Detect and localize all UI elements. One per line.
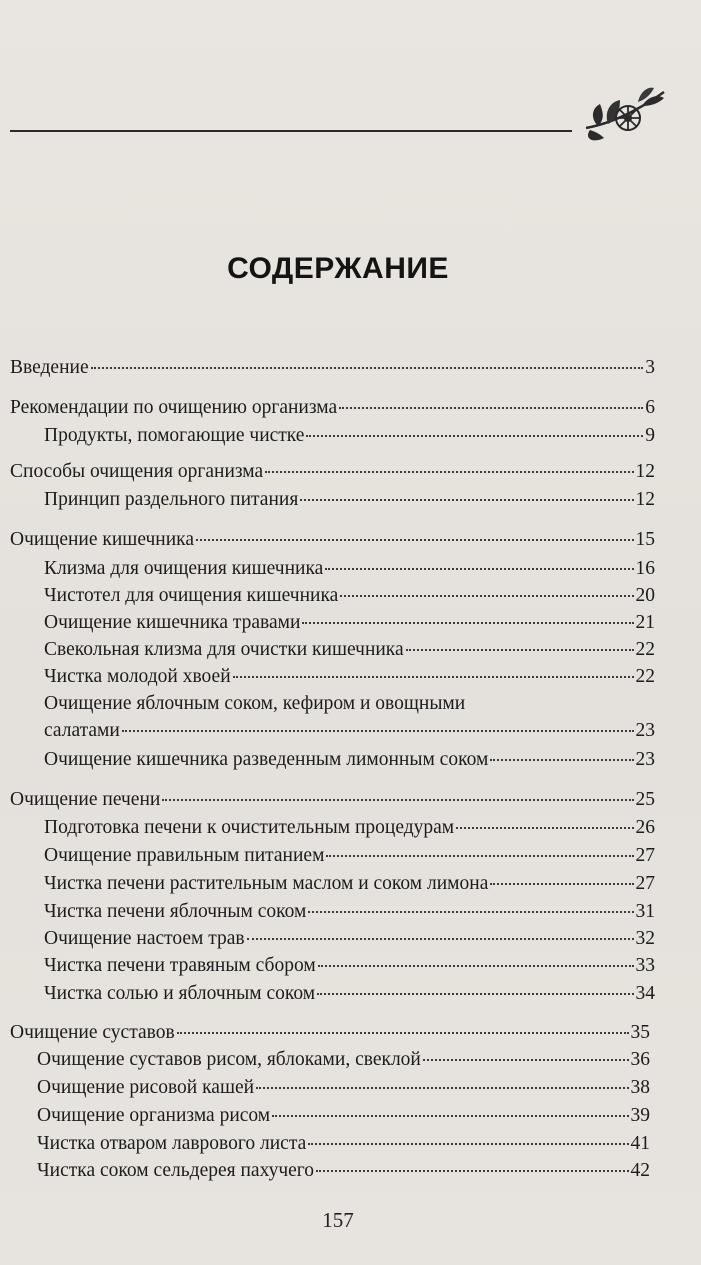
dot-leader <box>247 938 634 940</box>
dot-leader <box>177 1032 629 1034</box>
toc-entry-page: 42 <box>630 1160 650 1181</box>
toc-entry-title: Чистка солью и яблочным соком <box>44 983 316 1004</box>
dot-leader <box>162 799 633 801</box>
toc-entry <box>44 816 655 840</box>
toc-entry-title: Подготовка печени к очистительным процедурам <box>44 817 455 838</box>
toc-entry <box>44 954 655 978</box>
toc-entry-page: 22 <box>635 639 655 660</box>
dot-leader <box>265 471 633 473</box>
dot-leader <box>122 730 634 732</box>
toc-entry <box>10 460 655 484</box>
toc-entry-page: 26 <box>635 817 655 838</box>
toc-entry-page: 35 <box>630 1022 650 1043</box>
dot-leader <box>456 827 633 829</box>
toc-entry <box>44 748 655 772</box>
toc-entry <box>37 1048 650 1072</box>
dot-leader <box>406 649 634 651</box>
toc-entry <box>37 1076 650 1100</box>
toc-entry-page: 27 <box>635 845 655 866</box>
toc-entry-title: Чистка соком сельдерея пахучего <box>37 1160 315 1181</box>
toc-entry-page: 33 <box>635 955 655 976</box>
toc-entry-page: 6 <box>645 397 655 418</box>
toc-entry-page: 16 <box>635 558 655 579</box>
toc-entry-title: Клизма для очищения кишечника <box>44 558 324 579</box>
toc-entry <box>10 356 655 380</box>
dot-leader <box>306 435 643 437</box>
toc-entry-page: 22 <box>635 666 655 687</box>
toc-entry-page: 39 <box>630 1105 650 1126</box>
toc-entry <box>10 1021 650 1045</box>
toc-entry <box>44 488 655 512</box>
toc-entry-page: 41 <box>630 1133 650 1154</box>
toc-entry-title: Чистотел для очищения кишечника <box>44 585 339 606</box>
toc-entry-page: 12 <box>635 461 655 482</box>
page-number: 157 <box>322 1208 354 1232</box>
dot-leader <box>316 1170 628 1172</box>
dot-leader <box>308 1143 628 1145</box>
toc-entry <box>44 927 655 951</box>
toc-entry <box>10 788 655 812</box>
toc-entry-page: 15 <box>635 529 655 550</box>
toc-entry-title: Свекольная клизма для очистки кишечника <box>44 639 404 660</box>
dot-leader <box>490 759 633 761</box>
toc-entry-title: салатами <box>44 720 120 741</box>
toc-entry-title: Принцип раздельного питания <box>44 489 299 510</box>
dot-leader <box>91 367 644 369</box>
toc-entry <box>44 872 655 896</box>
toc-entry <box>44 982 655 1006</box>
toc-entry-title: Очищение суставов рисом, яблоками, свеклой <box>37 1049 421 1070</box>
toc-entry-page: 12 <box>635 489 655 510</box>
toc-entry <box>37 1132 650 1156</box>
dot-leader <box>272 1115 628 1117</box>
toc-entry-page: 34 <box>635 983 655 1004</box>
toc-entry-title: Очищение рисовой кашей <box>37 1077 255 1098</box>
toc-entry <box>10 396 655 420</box>
dot-leader <box>340 595 633 597</box>
toc-entry-title: Чистка печени травяным сбором <box>44 955 316 976</box>
toc-entry-title: Рекомендации по очищению организма <box>10 397 338 418</box>
toc-entry-title: Очищение кишечника травами <box>44 612 301 633</box>
toc-entry <box>44 719 655 743</box>
toc-entry-page: 38 <box>630 1077 650 1098</box>
dot-leader <box>196 539 633 541</box>
toc-entry-page: 25 <box>635 789 655 810</box>
toc-entry-page: 9 <box>645 425 655 446</box>
toc-entry-page: 23 <box>635 720 655 741</box>
dot-leader <box>308 911 633 913</box>
toc-entry-title: Очищение кишечника <box>10 529 195 550</box>
toc-entry-title: Чистка отваром лаврового листа <box>37 1133 307 1154</box>
toc-entry <box>44 638 655 662</box>
dot-leader <box>300 499 633 501</box>
dot-leader <box>317 993 633 995</box>
toc-entry <box>44 844 655 868</box>
toc-entry <box>44 557 655 581</box>
toc-entry-title: Способы очищения организма <box>10 461 264 482</box>
dot-leader <box>490 883 633 885</box>
dot-leader <box>326 855 633 857</box>
toc-entry-page: 3 <box>645 357 655 378</box>
toc-entry-title: Чистка молодой хвоей <box>44 666 231 687</box>
toc-entry <box>10 528 655 552</box>
toc-entry-page: 21 <box>635 612 655 633</box>
toc-entry <box>37 1104 650 1128</box>
dot-leader <box>325 568 633 570</box>
toc-entry <box>37 1159 650 1183</box>
toc-entry-title: Очищение кишечника разведенным лимонным соком <box>44 749 489 770</box>
toc-entry-page: 23 <box>635 749 655 770</box>
toc-entry-page: 32 <box>635 928 655 949</box>
toc-entry-title: Очищение настоем трав <box>44 928 245 949</box>
toc-entry-page: 36 <box>630 1049 650 1070</box>
toc-entry <box>44 665 655 689</box>
toc-entry <box>44 611 655 635</box>
toc-entry-title: Введение <box>10 357 89 378</box>
toc-entry-title: Очищение суставов <box>10 1022 175 1043</box>
toc-entry-page: 31 <box>635 901 655 922</box>
toc-entry-title: Чистка печени растительным маслом и соком лимона <box>44 873 489 894</box>
dot-leader <box>302 622 633 624</box>
toc-entry-title: Продукты, помогающие чистке <box>44 425 305 446</box>
toc-entry-title: Очищение яблочным соком, кефиром и овощными <box>44 693 466 714</box>
toc-entry-title: Чистка печени яблочным соком <box>44 901 307 922</box>
dot-leader <box>318 965 634 967</box>
page-title: СОДЕРЖАНИЕ <box>227 252 449 285</box>
dot-leader <box>339 407 643 409</box>
toc-entry <box>44 584 655 608</box>
toc-entry-title: Очищение организма рисом <box>37 1105 271 1126</box>
toc-entry-title: Очищение правильным питанием <box>44 845 325 866</box>
dot-leader <box>233 676 634 678</box>
toc-entry-page: 27 <box>635 873 655 894</box>
toc-entry <box>44 424 655 448</box>
dot-leader <box>423 1059 629 1061</box>
toc-entry <box>44 900 655 924</box>
toc-entry-title: Очищение печени <box>10 789 161 810</box>
dot-leader <box>256 1087 628 1089</box>
toc-entry-page: 20 <box>635 585 655 606</box>
